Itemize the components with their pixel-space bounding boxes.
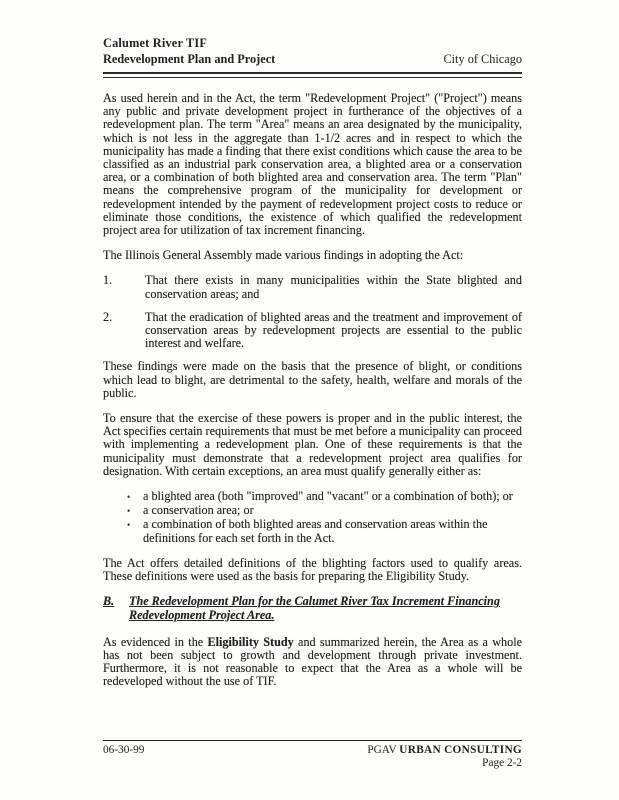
header-title: Calumet River TIF xyxy=(103,36,208,50)
firm-prefix: PGAV xyxy=(367,744,400,756)
eligibility-study-emphasis: Eligibility Study xyxy=(207,634,294,649)
list-item xyxy=(103,504,522,517)
footer-page-number: Page 2-2 xyxy=(482,757,522,769)
paragraph-eligibility-summary xyxy=(103,636,522,689)
footer-rule xyxy=(103,740,522,741)
paragraph-assembly-findings: The Illinois General Assembly made various findings in adopting the Act: xyxy=(103,248,464,263)
firm-name: URBAN CONSULTING xyxy=(399,744,522,756)
paragraph-findings-basis: These findings were made on the basis that the presence of blight, or conditions which lead to blight, are detrimental to the safety, health, welfare and morals of the public. xyxy=(103,359,522,400)
page-header xyxy=(103,36,522,78)
footer-row xyxy=(103,744,522,756)
bullet-icon: • xyxy=(127,506,131,517)
list-item xyxy=(103,518,522,544)
bullet-text: a conservation area; or xyxy=(143,503,254,518)
header-subtitle: Redevelopment Plan and Project xyxy=(103,52,276,66)
section-heading-b xyxy=(103,595,522,621)
bullet-icon: • xyxy=(127,492,131,503)
section-letter: B. xyxy=(103,594,115,609)
item-number: 1. xyxy=(103,273,113,288)
item-text: That the eradication of blighted areas and the treatment and improvement of conservation areas by redevelopment projects are essential to the public interest and welfare. xyxy=(145,309,522,351)
header-subrow xyxy=(103,52,522,67)
numbered-item-2 xyxy=(103,311,522,351)
paragraph-requirements: To ensure that the exercise of these powers is proper and in the public interest, the Act specifies certain requirements that must be met before a municipality can proceed with implementing a redevelopment plan. One of these requirements is that the municipality must demonstrate that a redevelopment project area qualifies for designation. With certain exceptions, an area must qualify generally either as: xyxy=(103,411,522,478)
page-footer xyxy=(103,740,522,769)
document-page xyxy=(103,36,522,701)
paragraph-text: and summarized herein, the Area as a whole has not been subject to growth and development through private investment. Furthermore, it is not reasonable to expect that the Area as a whole will be redeveloped without the use of TIF. xyxy=(103,634,522,689)
qualification-bullet-list xyxy=(103,490,522,545)
paragraph-text: As evidenced in the xyxy=(103,634,208,649)
bullet-text: a combination of both blighted areas and conservation areas within the definitions for each set forth in the Act. xyxy=(143,517,488,545)
bullet-text: a blighted area (both "improved" and "vacant" or a combination of both); or xyxy=(143,489,513,504)
paragraph-definitions: As used herein and in the Act, the term "Redevelopment Project" ("Project") means any public and private development project in furtherance of the objectives of a redevelopment plan. The term "Area" means an area designated by the municipality, which is not less in the aggregate than 1-1/2 acres and in respect to which the municipality has made a finding that there exist conditions which cause the area to be classified as an industrial park conservation area, a blighted area or a conservation area, or a combination of both blighted area and conservation area. The term "Plan" means the comprehensive program of the municipality for development or redevelopment intended by the payment of redevelopment project costs to reduce or eliminate those conditions, the existence of which qualified the redevelopment project area for utilization of tax increment financing. xyxy=(103,91,522,238)
footer-date: 06-30-99 xyxy=(103,744,145,756)
header-rule xyxy=(103,72,522,78)
paragraph-act-definitions: The Act offers detailed definitions of the blighting factors used to qualify areas. These definitions were used as the basis for preparing the Eligibility Study. xyxy=(103,555,522,584)
item-number: 2. xyxy=(103,309,113,324)
section-title: The Redevelopment Plan for the Calumet River Tax Increment Financing Redevelopment Project Area. xyxy=(129,594,500,622)
numbered-item-1 xyxy=(103,274,522,300)
document-body xyxy=(103,92,522,689)
bullet-icon: • xyxy=(127,520,131,531)
item-text: That there exists in many municipalities within the State blighted and conservation areas; and xyxy=(145,273,522,301)
header-city: City of Chicago xyxy=(443,52,522,66)
footer-firm xyxy=(367,744,522,756)
list-item xyxy=(103,490,522,503)
